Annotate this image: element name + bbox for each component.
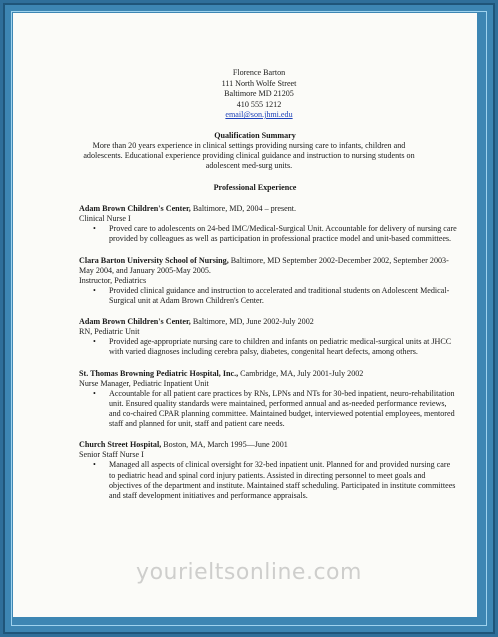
job-employer: Church Street Hospital, [79,440,162,450]
job-bullets [79,460,457,500]
city-state-zip: Baltimore MD 21205 [224,89,294,99]
phone-number: 410 555 1212 [236,99,282,109]
job-header [79,440,457,450]
job-employer: St. Thomas Browning Pediatric Hospital, Inc., [79,368,239,378]
contact-block [139,68,379,121]
job-bullet: • Proved care to adolescents on 24-bed IMC/Medical-Surgical Unit. Accountable for delivery of nursing care provided by colleagues as well as participation in professional practice model and unit-based committees. [105,224,457,244]
job-employer: Clara Barton University School of Nursing, [79,255,229,265]
job-employer: Adam Brown Children's Center, [79,204,191,214]
job-bullet: • Provided clinical guidance and instruction to accelerated and traditional students on Adolescent Medical-Surgical unit at Adam Brown Children's Center. [105,286,457,306]
job-entry [79,256,457,307]
applicant-name: Florence Barton [232,68,286,77]
job-details: Baltimore, MD, 2004 – present. [190,204,297,214]
job-entry [79,440,457,501]
job-role: RN, Pediatric Unit [79,327,140,337]
job-role: Senior Staff Nurse I [79,450,144,460]
job-header [79,317,457,327]
job-employer: Adam Brown Children's Center, [79,317,191,327]
job-bullets [79,389,457,429]
job-entry [79,317,457,357]
job-bullet: • Provided age-appropriate nursing care to children and infants on pediatric medical-surgical units at JHCC with varied diagnoses including cerebra palsy, diabetes, congenital heart defects, among others. [105,337,457,357]
job-header [79,369,457,379]
summary-heading: Qualification Summary [214,130,296,140]
summary-text: More than 20 years experience in clinical settings providing nursing care to infants, children and adolescents. Educational experience providing clinical guidance and instruction to nursing students on adolescent med-surg units. [83,140,415,170]
street-address: 111 North Wolfe Street [221,78,297,88]
job-details: Cambridge, MA, July 2001-July 2002 [238,368,364,378]
email-link[interactable]: email@son.jhmi.edu [225,110,293,120]
job-role: Instructor, Pediatrics [79,275,147,285]
site-watermark: yourieltsonline.com [136,560,362,585]
job-entry [79,369,457,430]
job-bullet: • Accountable for all patient care practices by RNs, LPNs and NTs for 30-bed inpatient, neuro-rehabilitation unit. Ensured quality standards were maintained, performed annual and as-needed performance reviews, and co-chaired CPAR planning committee. Maintained budget, interviewed potential employees, mentored staff and planned for unit, staff and patient care needs. [105,389,457,429]
job-details: Baltimore, MD September 2002-December 2002, September 2003-May 2004, and January 2005-May 2005. [79,255,449,275]
resume-page [13,13,477,617]
experience-heading: Professional Experience [213,183,297,193]
job-details: Boston, MA, March 1995—June 2001 [161,440,288,450]
job-header [79,256,457,276]
job-role: Nurse Manager, Pediatric Inpatient Unit [79,378,209,388]
job-bullets [79,286,457,306]
job-header [79,204,457,214]
job-bullets [79,337,457,357]
job-bullet: • Managed all aspects of clinical oversight for 32-bed inpatient unit. Planned for and provided nursing care to pediatric head and spinal cord injury patients. Assisted in directing personnel to meet goals and objectives of the department and institute. Maintained staff scheduling. Participated in institute committees and staff development initiatives and performance appraisals. [105,460,457,500]
job-role: Clinical Nurse I [79,214,131,224]
job-details: Baltimore, MD, June 2002-July 2002 [190,317,314,327]
job-entry [79,204,457,244]
job-bullets [79,224,457,244]
